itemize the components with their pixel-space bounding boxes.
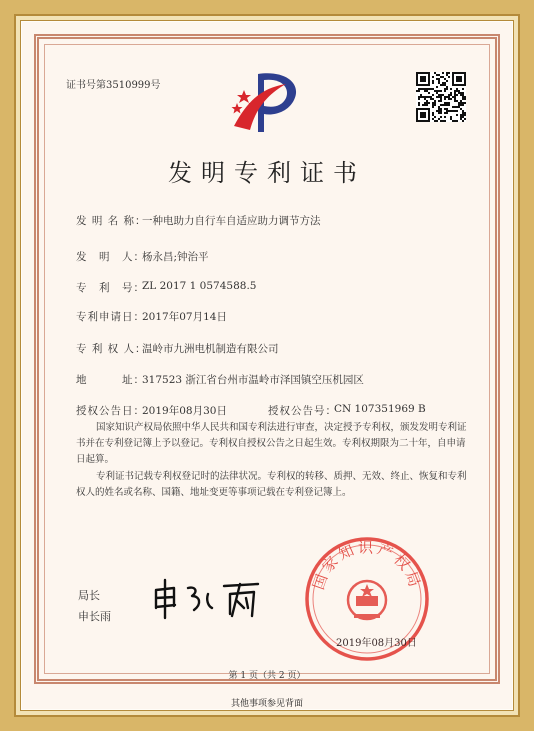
inventor-value: 杨永昌;钟治平 (142, 251, 209, 263)
filing-date-value: 2017年07月14日 (142, 311, 227, 323)
seal-date: 2019年08月30日 (336, 638, 417, 649)
address-value: 317523 浙江省台州市温岭市泽国镇空压机园区 (142, 374, 364, 386)
footer-note: 其他事项参见背面 (230, 699, 303, 709)
legal-status-paragraph: 专利证书记载专利权登记时的法律状况。专利权的转移、质押、无效、终止、恢复和专利权人的姓名或名称、国籍、地址变更等事项记载在专利登记簿上。 (76, 471, 467, 498)
certificate-number: 证书号第3510999号 (66, 80, 161, 91)
patentee-label: 专 利 权 人： (76, 343, 147, 355)
page-number: 第 1 页（共 2 页） (228, 671, 306, 681)
svg-text:国家知识产权局 (309, 539, 424, 592)
filing-date-label: 专利申请日： (76, 311, 145, 323)
page-title: 发明专利证书 (168, 159, 366, 187)
patent-number-value: ZL 2017 1 0574588.5 (142, 280, 257, 292)
seal-text: 国家知识产权局 (309, 538, 425, 592)
grant-number-value: CN 107351969 B (334, 403, 426, 415)
patentee-value: 温岭市九洲电机制造有限公司 (142, 343, 279, 355)
director-name: 申长雨 (78, 610, 111, 623)
grant-statement-paragraph: 国家知识产权局依照中华人民共和国专利法进行审查，决定授予专利权，颁发发明专利证书并在专利登记簿上予以登记。专利权自授权公告之日起生效。专利权期限为二十年，自申请日起算。 (76, 422, 467, 465)
address-label: 地 址： (76, 374, 145, 386)
patent-number-label: 专 利 号： (76, 282, 145, 294)
cnipa-logo-icon (228, 70, 306, 136)
qr-code-icon (416, 72, 466, 122)
invention-name-label: 发 明 名 称： (76, 215, 147, 227)
grant-number-label: 授权公告号： (268, 405, 337, 417)
grant-date-value: 2019年08月30日 (142, 405, 227, 417)
inventor-label: 发 明 人： (76, 251, 145, 263)
invention-name-value: 一种电助力自行车自适应助力调节方法 (142, 215, 321, 227)
grant-date-label: 授权公告日： (76, 405, 145, 417)
director-title: 局长 (78, 589, 100, 602)
director-signature (148, 578, 268, 622)
